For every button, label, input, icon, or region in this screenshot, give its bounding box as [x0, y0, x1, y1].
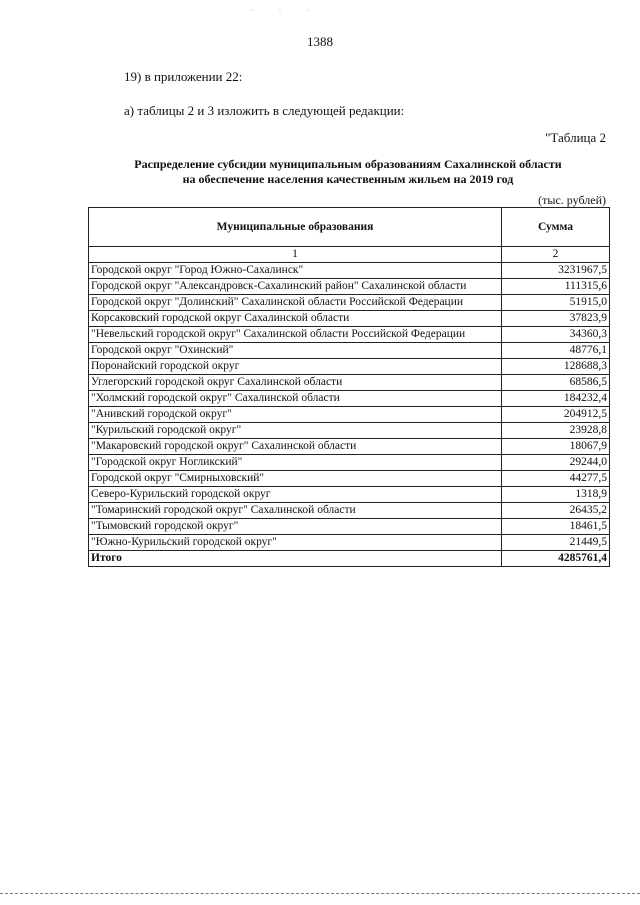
- row-sum: 23928,8: [502, 423, 610, 439]
- table-row: [89, 455, 610, 471]
- table-row: [89, 343, 610, 359]
- row-sum: 51915,0: [502, 295, 610, 311]
- row-sum: 111315,6: [502, 279, 610, 295]
- table-row: [89, 407, 610, 423]
- row-municipality: Корсаковский городской округ Сахалинской области: [89, 311, 502, 327]
- row-sum: 184232,4: [502, 391, 610, 407]
- row-municipality: Углегорский городской округ Сахалинской области: [89, 375, 502, 391]
- row-sum: 29244,0: [502, 455, 610, 471]
- table-heading-line-2: на обеспечение населения качественным жильем на 2019 год: [182, 172, 514, 186]
- table-row: [89, 503, 610, 519]
- row-municipality: "Невельский городской округ" Сахалинской области Российской Федерации: [89, 327, 502, 343]
- total-row: [89, 551, 610, 567]
- row-municipality: Городской округ "Долинский" Сахалинской области Российской Федерации: [89, 295, 502, 311]
- table-row: [89, 279, 610, 295]
- table-label: "Таблица 2: [545, 130, 606, 145]
- scan-bottom-edge: [0, 893, 640, 894]
- row-sum: 21449,5: [502, 535, 610, 551]
- column-header-municipalities: Муниципальные образования: [89, 208, 502, 247]
- row-sum: 18067,9: [502, 439, 610, 455]
- table-row: [89, 391, 610, 407]
- column-number-2: 2: [502, 247, 610, 263]
- row-sum: 204912,5: [502, 407, 610, 423]
- table-heading-line-1: Распределение субсидии муниципальным образованиям Сахалинской области: [134, 157, 562, 171]
- table-heading: [88, 157, 608, 187]
- total-label: Итого: [89, 551, 502, 567]
- row-sum: 18461,5: [502, 519, 610, 535]
- table-row: [89, 263, 610, 279]
- row-municipality: "Томаринский городской округ" Сахалинской области: [89, 503, 502, 519]
- table-row: [89, 375, 610, 391]
- page-number: 1388: [307, 34, 333, 49]
- row-sum: 3231967,5: [502, 263, 610, 279]
- column-header-sum: Сумма: [502, 208, 610, 247]
- row-municipality: Северо-Курильский городской округ: [89, 487, 502, 503]
- table-row: [89, 311, 610, 327]
- row-sum: 1318,9: [502, 487, 610, 503]
- table-row: [89, 359, 610, 375]
- row-municipality: Городской округ "Охинский": [89, 343, 502, 359]
- total-sum: 4285761,4: [502, 551, 610, 567]
- row-municipality: "Холмский городской округ" Сахалинской области: [89, 391, 502, 407]
- table-header-row: [89, 208, 610, 247]
- row-municipality: "Курильский городской округ": [89, 423, 502, 439]
- row-sum: 48776,1: [502, 343, 610, 359]
- table-row: [89, 487, 610, 503]
- row-municipality: "Городской округ Ногликский": [89, 455, 502, 471]
- scan-artifact-dots: · · ·: [250, 6, 322, 15]
- row-municipality: "Тымовский городской округ": [89, 519, 502, 535]
- row-municipality: Городской округ "Город Южно-Сахалинск": [89, 263, 502, 279]
- row-municipality: "Южно-Курильский городской округ": [89, 535, 502, 551]
- row-sum: 128688,3: [502, 359, 610, 375]
- table-row: [89, 295, 610, 311]
- table-row: [89, 423, 610, 439]
- intro-line-2: а) таблицы 2 и 3 изложить в следующей редакции:: [124, 103, 405, 118]
- row-municipality: Городской округ "Смирныховский": [89, 471, 502, 487]
- table-row: [89, 471, 610, 487]
- units-label: (тыс. рублей): [538, 193, 606, 207]
- row-sum: 68586,5: [502, 375, 610, 391]
- table-row: [89, 519, 610, 535]
- row-sum: 26435,2: [502, 503, 610, 519]
- table-row: [89, 535, 610, 551]
- row-sum: 44277,5: [502, 471, 610, 487]
- subsidy-table: [88, 207, 610, 567]
- row-sum: 37823,9: [502, 311, 610, 327]
- row-municipality: "Анивский городской округ": [89, 407, 502, 423]
- row-municipality: Поронайский городской округ: [89, 359, 502, 375]
- table-row: [89, 327, 610, 343]
- intro-line-1: 19) в приложении 22:: [124, 69, 243, 84]
- column-number-row: [89, 247, 610, 263]
- column-number-1: 1: [89, 247, 502, 263]
- row-municipality: Городской округ "Александровск-Сахалинский район" Сахалинской области: [89, 279, 502, 295]
- table-row: [89, 439, 610, 455]
- row-municipality: "Макаровский городской округ" Сахалинской области: [89, 439, 502, 455]
- row-sum: 34360,3: [502, 327, 610, 343]
